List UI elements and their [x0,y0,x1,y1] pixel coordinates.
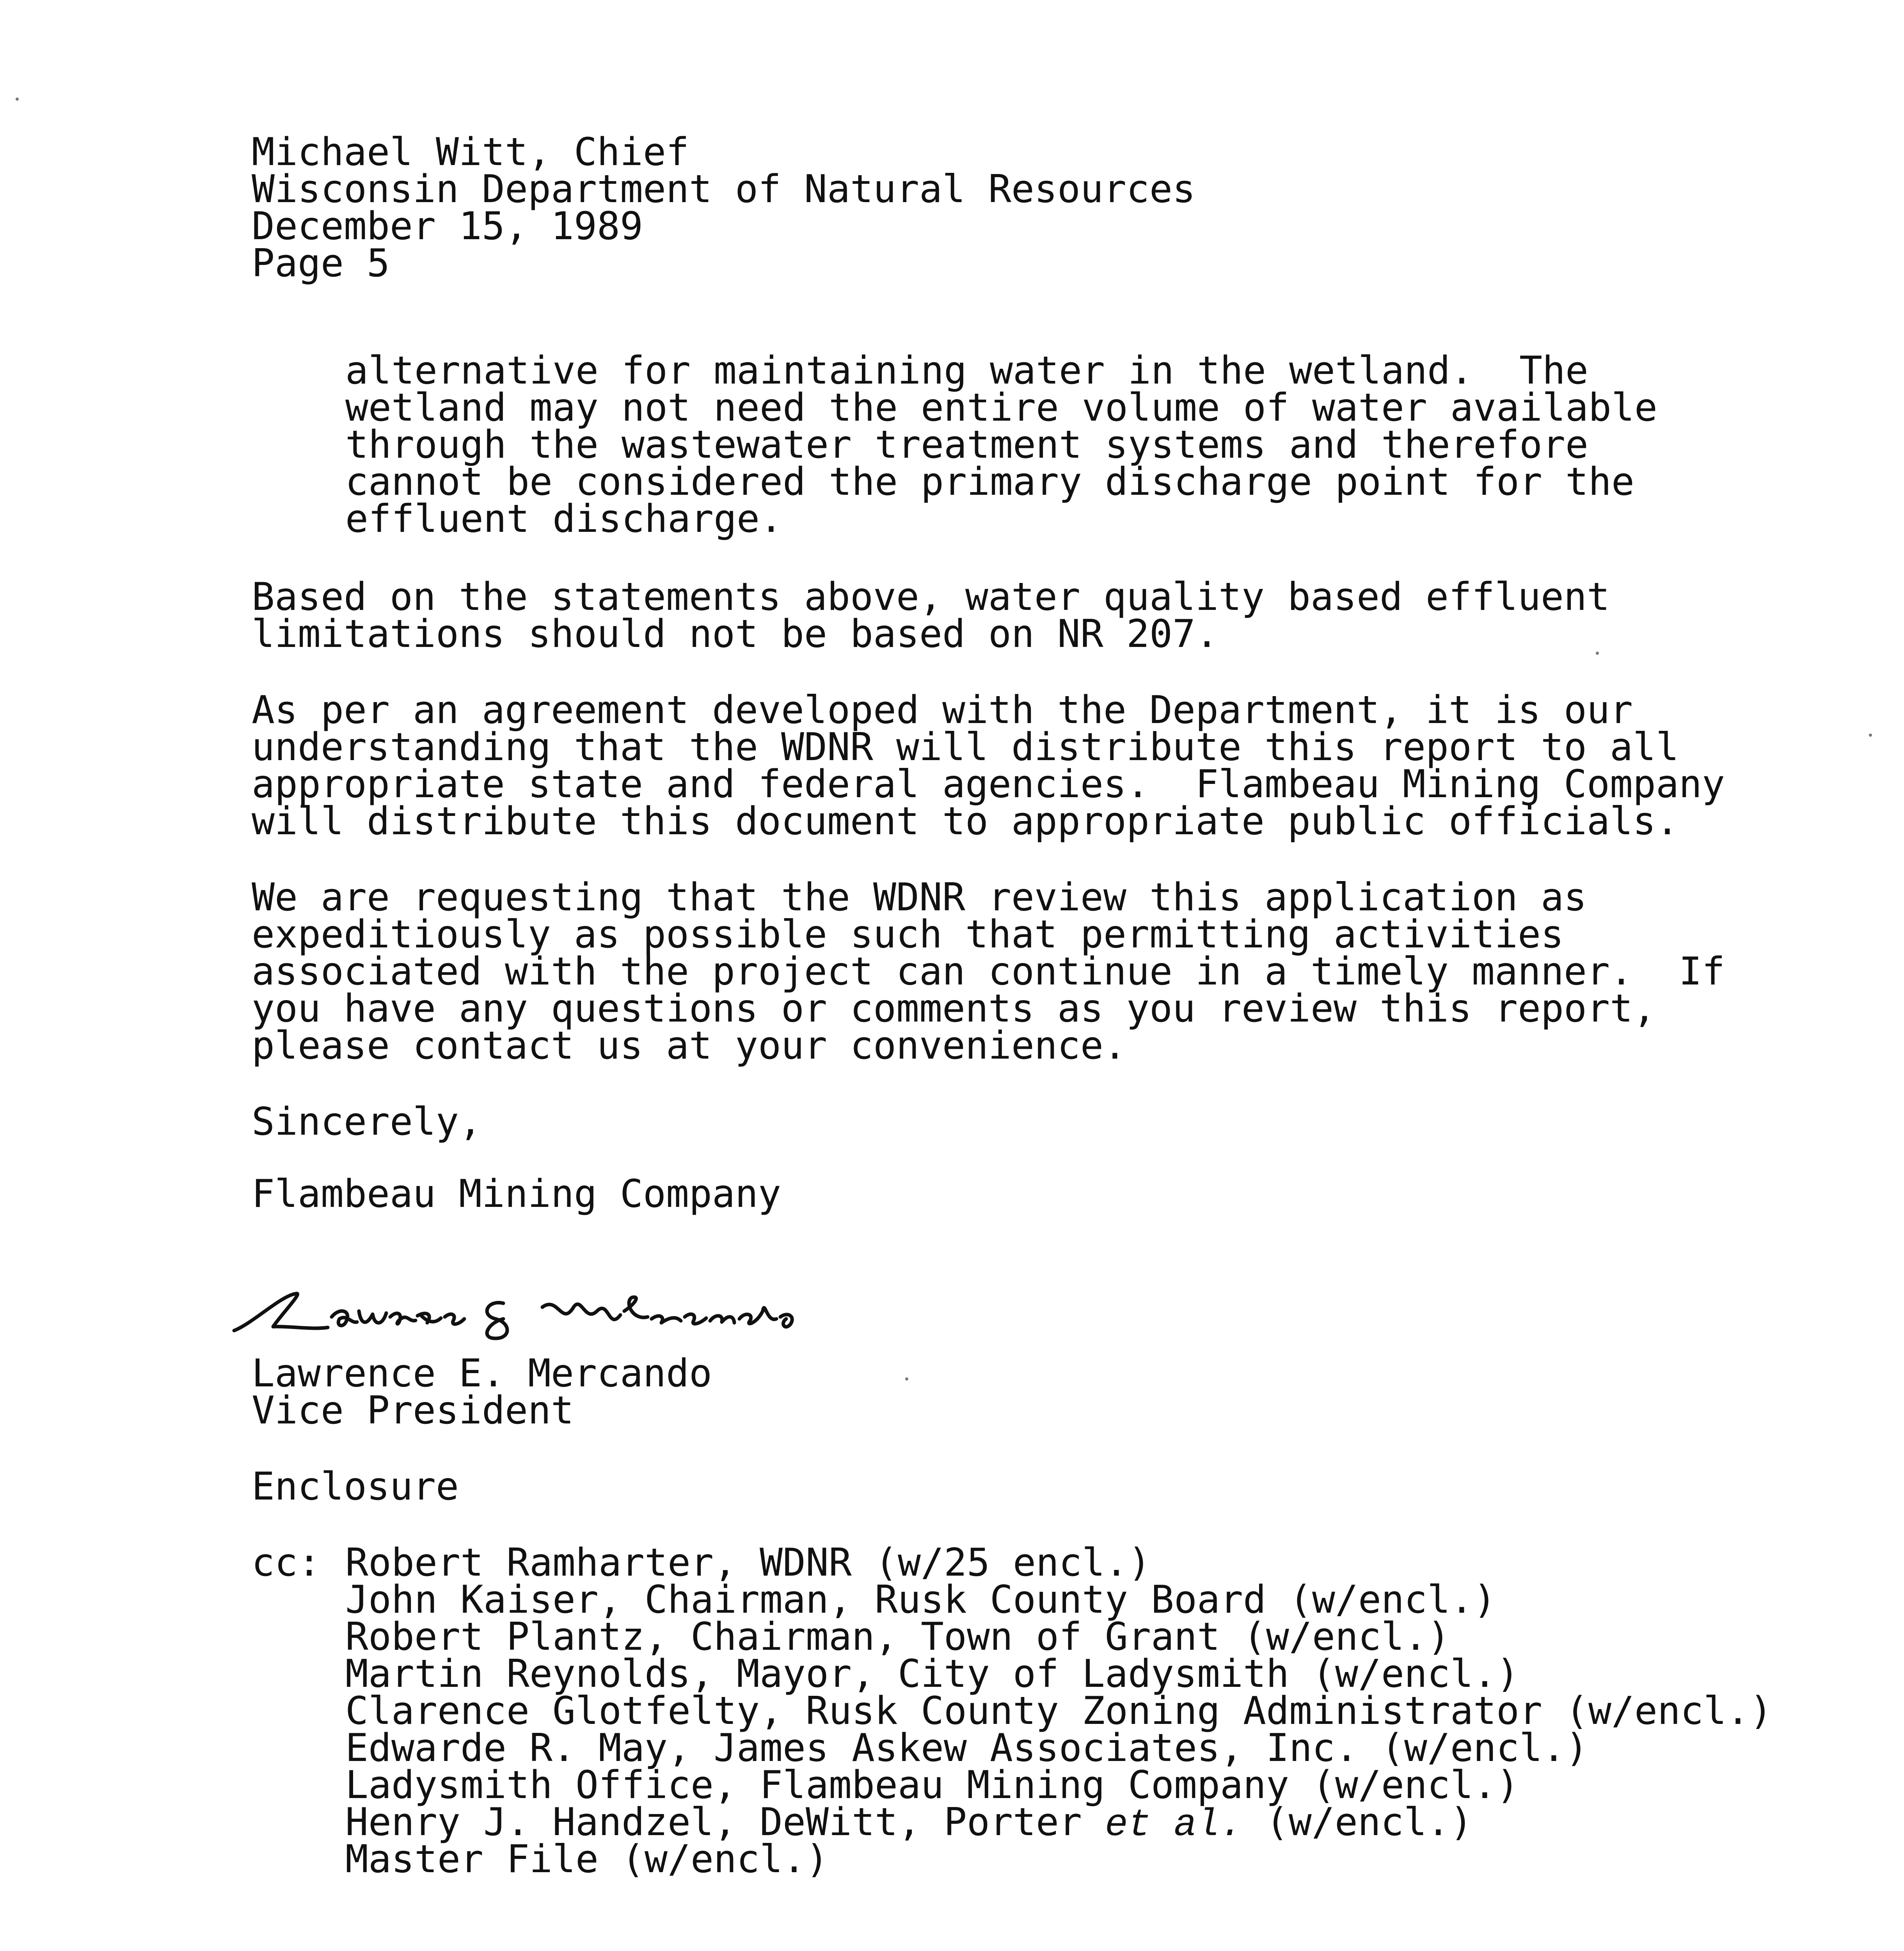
paragraph-line: Based on the statements above, water quality based effluent [252,575,1610,619]
cc-recipient: Martin Reynolds, Mayor, City of Ladysmith (w/encl.) [345,1652,1520,1696]
signer-name: Lawrence E. Mercando [252,1351,712,1396]
paragraph-line: We are requesting that the WDNR review this application as [252,875,1587,920]
header-recipient: Michael Witt, Chief [252,130,689,174]
paragraph-line: appropriate state and federal agencies. Flambeau Mining Company [252,762,1725,807]
paragraph-line: please contact us at your convenience. [252,1023,1127,1068]
cc-recipient: Ladysmith Office, Flambeau Mining Company (w/encl.) [345,1763,1520,1807]
enclosure-note: Enclosure [252,1464,459,1509]
cc-recipient: Master File (w/encl.) [345,1837,829,1882]
paragraph-line: understanding that the WDNR will distribute this report to all [252,725,1679,769]
closing-company: Flambeau Mining Company [252,1172,781,1216]
cc-recipient: Henry J. Handzel, DeWitt, Porter et al. (w/encl.) [345,1800,1473,1847]
cc-label: cc: [252,1541,321,1585]
cc-recipient: Robert Ramharter, WDNR (w/25 encl.) [345,1541,1151,1585]
signer-title: Vice President [252,1388,574,1433]
indented-paragraph-line: through the wastewater treatment systems and therefore [345,423,1589,467]
cc-recipient: Clarence Glotfelty, Rusk County Zoning Administrator (w/encl.) [345,1689,1773,1733]
scan-speck [16,98,19,101]
cc-recipient: Robert Plantz, Chairman, Town of Grant (w/encl.) [345,1615,1451,1659]
scan-speck [905,1377,908,1381]
scan-speck [1596,652,1599,655]
handwritten-signature [222,1280,909,1346]
closing-salutation: Sincerely, [252,1100,482,1144]
cc-recipient: John Kaiser, Chairman, Rusk County Board (w/encl.) [345,1578,1497,1622]
indented-paragraph-line: cannot be considered the primary discharge point for the [345,460,1635,504]
header-date: December 15, 1989 [252,204,643,249]
header-agency: Wisconsin Department of Natural Resources [252,167,1196,211]
et-al-italic: et al. [1105,1804,1243,1847]
indented-paragraph-line: effluent discharge. [345,497,783,541]
indented-paragraph-line: alternative for maintaining water in the wetland. The [345,348,1589,393]
indented-paragraph-line: wetland may not need the entire volume of water available [345,386,1658,430]
paragraph-line: limitations should not be based on NR 207. [252,612,1219,656]
paragraph-line: expeditiously as possible such that permitting activities [252,912,1564,957]
scan-speck [1869,734,1872,737]
paragraph-line: will distribute this document to appropriate public officials. [252,799,1679,844]
paragraph-line: As per an agreement developed with the Department, it is our [252,688,1633,732]
header-page: Page 5 [252,241,390,286]
paragraph-line: associated with the project can continue in a timely manner. If [252,949,1725,994]
paragraph-line: you have any questions or comments as you review this report, [252,986,1656,1031]
cc-recipient: Edwarde R. May, James Askew Associates, Inc. (w/encl.) [345,1726,1589,1770]
